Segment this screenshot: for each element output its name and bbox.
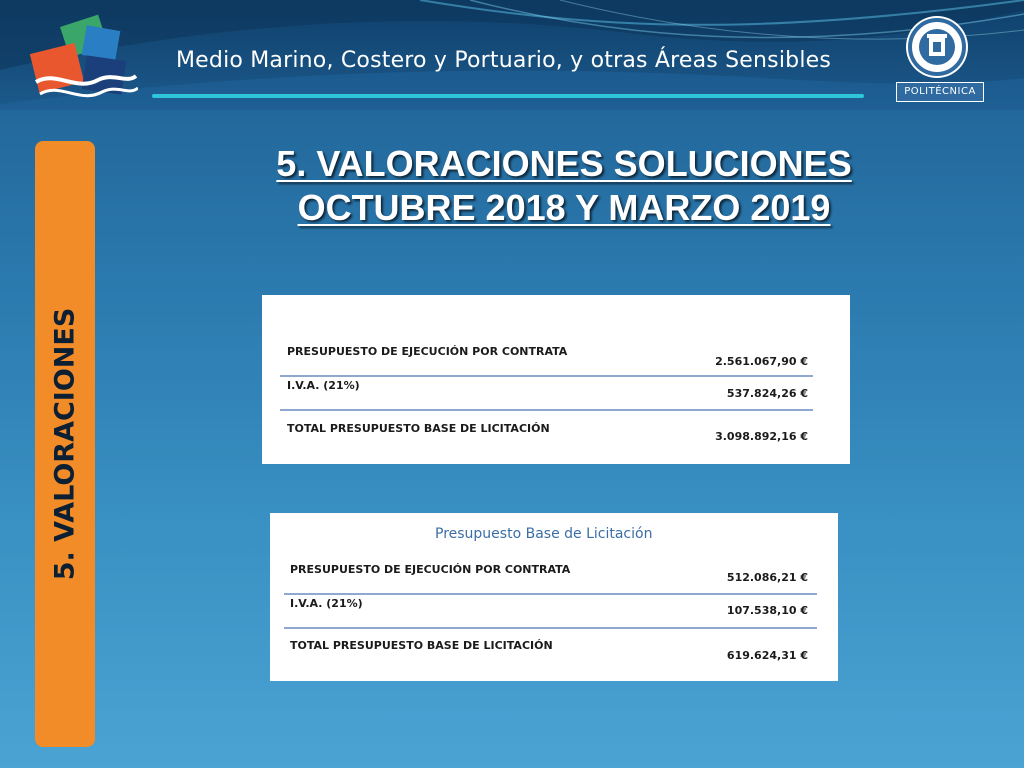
table-row-divider: [284, 593, 817, 595]
slide-title-line-1: 5. VALORACIONES SOLUCIONES: [276, 143, 852, 184]
table-row-label: PRESUPUESTO DE EJECUCIÓN POR CONTRATA: [290, 563, 571, 576]
budget-table-october-2018: [262, 295, 850, 464]
table-row-value: 512.086,21 €: [726, 571, 808, 584]
section-side-tab-label: 5. VALORACIONES: [49, 307, 81, 581]
table-row-label: TOTAL PRESUPUESTO BASE DE LICITACIÓN: [287, 422, 550, 435]
table-heading: Presupuesto Base de Licitación: [435, 526, 653, 542]
table-row-value: 619.624,31 €: [726, 649, 808, 662]
header-divider: [152, 94, 864, 98]
table-row-label: PRESUPUESTO DE EJECUCIÓN POR CONTRATA: [287, 345, 568, 358]
table-row-value: 537.824,26 €: [726, 387, 808, 400]
header-title: Medio Marino, Costero y Portuario, y otras Áreas Sensibles: [176, 48, 832, 73]
table-row-divider: [280, 375, 813, 377]
table-row-value: 107.538,10 €: [726, 604, 808, 617]
slide-title: [150, 142, 978, 230]
budget-table-march-2019: [270, 513, 838, 681]
slide-title-line-2: OCTUBRE 2018 Y MARZO 2019: [297, 187, 831, 228]
table-row-label: I.V.A. (21%): [287, 379, 360, 392]
table-row-value: 3.098.892,16 €: [715, 430, 808, 443]
university-seal-icon: [904, 14, 970, 80]
university-seal-label: POLITÉCNICA: [896, 82, 984, 102]
table-row-value: 2.561.067,90 €: [715, 355, 808, 368]
table-row-divider: [280, 409, 813, 411]
program-logo-icon: [26, 14, 138, 108]
table-row-label: TOTAL PRESUPUESTO BASE DE LICITACIÓN: [290, 639, 553, 652]
table-row-label: I.V.A. (21%): [290, 597, 363, 610]
table-row-divider: [284, 627, 817, 629]
